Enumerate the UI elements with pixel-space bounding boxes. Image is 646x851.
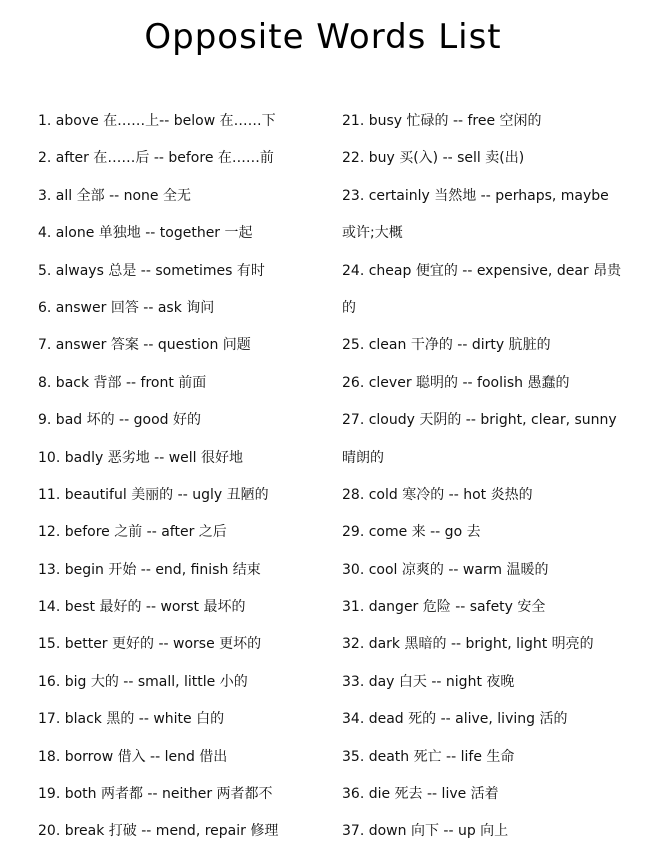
right-word-column	[342, 103, 630, 851]
list-item: 23. certainly 当然地 -- perhaps, maybe	[342, 187, 609, 204]
list-item: 22. buy 买(入) -- sell 卖(出)	[342, 150, 525, 167]
list-item: 5. always 总是 -- sometimes 有时	[38, 262, 265, 279]
list-item: 31. danger 危险 -- safety 安全	[342, 599, 546, 616]
list-item: 9. bad 坏的 -- good 好的	[38, 412, 201, 429]
list-item: 14. best 最好的 -- worst 最坏的	[38, 599, 246, 616]
list-item: 24. cheap 便宜的 -- expensive, dear 昂贵	[342, 262, 622, 279]
list-item-continuation: 的	[342, 299, 356, 316]
page-title: Opposite Words List	[144, 17, 502, 57]
list-item: 30. cool 凉爽的 -- warm 温暖的	[342, 561, 549, 578]
list-item: 25. clean 干净的 -- dirty 肮脏的	[342, 337, 551, 354]
list-item: 36. die 死去 -- live 活着	[342, 786, 499, 803]
list-item: 19. both 两者都 -- neither 两者都不	[38, 786, 273, 803]
list-item: 2. after 在……后 -- before 在……前	[38, 150, 274, 167]
list-item: 6. answer 回答 -- ask 询问	[38, 299, 215, 316]
list-item: 16. big 大的 -- small, little 小的	[38, 673, 248, 690]
list-item: 33. day 白天 -- night 夜晚	[342, 673, 515, 690]
list-item: 32. dark 黑暗的 -- bright, light 明亮的	[342, 636, 594, 653]
list-item: 3. all 全部 -- none 全无	[38, 187, 191, 204]
list-item: 4. alone 单独地 -- together 一起	[38, 225, 253, 242]
list-item-continuation: 晴朗的	[342, 449, 384, 466]
list-item: 21. busy 忙碌的 -- free 空闲的	[342, 113, 542, 129]
list-item: 18. borrow 借入 -- lend 借出	[38, 748, 228, 765]
list-item: 37. down 向下 -- up 向上	[342, 823, 509, 840]
left-word-column	[38, 103, 328, 851]
list-item: 13. begin 开始 -- end, finish 结束	[38, 561, 261, 578]
list-item: 11. beautiful 美丽的 -- ugly 丑陋的	[38, 486, 269, 503]
list-item: 35. death 死亡 -- life 生命	[342, 748, 515, 765]
list-item: 1. above 在……上-- below 在……下	[38, 113, 276, 129]
list-item: 10. badly 恶劣地 -- well 很好地	[38, 449, 243, 466]
list-item: 15. better 更好的 -- worse 更坏的	[38, 636, 262, 653]
list-item-continuation: 或许;大概	[342, 225, 403, 242]
list-item: 8. back 背部 -- front 前面	[38, 374, 207, 391]
list-item: 26. clever 聪明的 -- foolish 愚蠢的	[342, 374, 570, 391]
list-item: 17. black 黑的 -- white 白的	[38, 711, 225, 728]
list-item: 28. cold 寒冷的 -- hot 炎热的	[342, 486, 533, 503]
list-item: 34. dead 死的 -- alive, living 活的	[342, 711, 568, 728]
list-item: 29. come 来 -- go 去	[342, 524, 481, 541]
list-item: 20. break 打破 -- mend, repair 修理	[38, 823, 279, 840]
list-item: 27. cloudy 天阴的 -- bright, clear, sunny	[342, 412, 617, 429]
list-item: 7. answer 答案 -- question 问题	[38, 337, 251, 354]
list-item: 12. before 之前 -- after 之后	[38, 524, 227, 541]
